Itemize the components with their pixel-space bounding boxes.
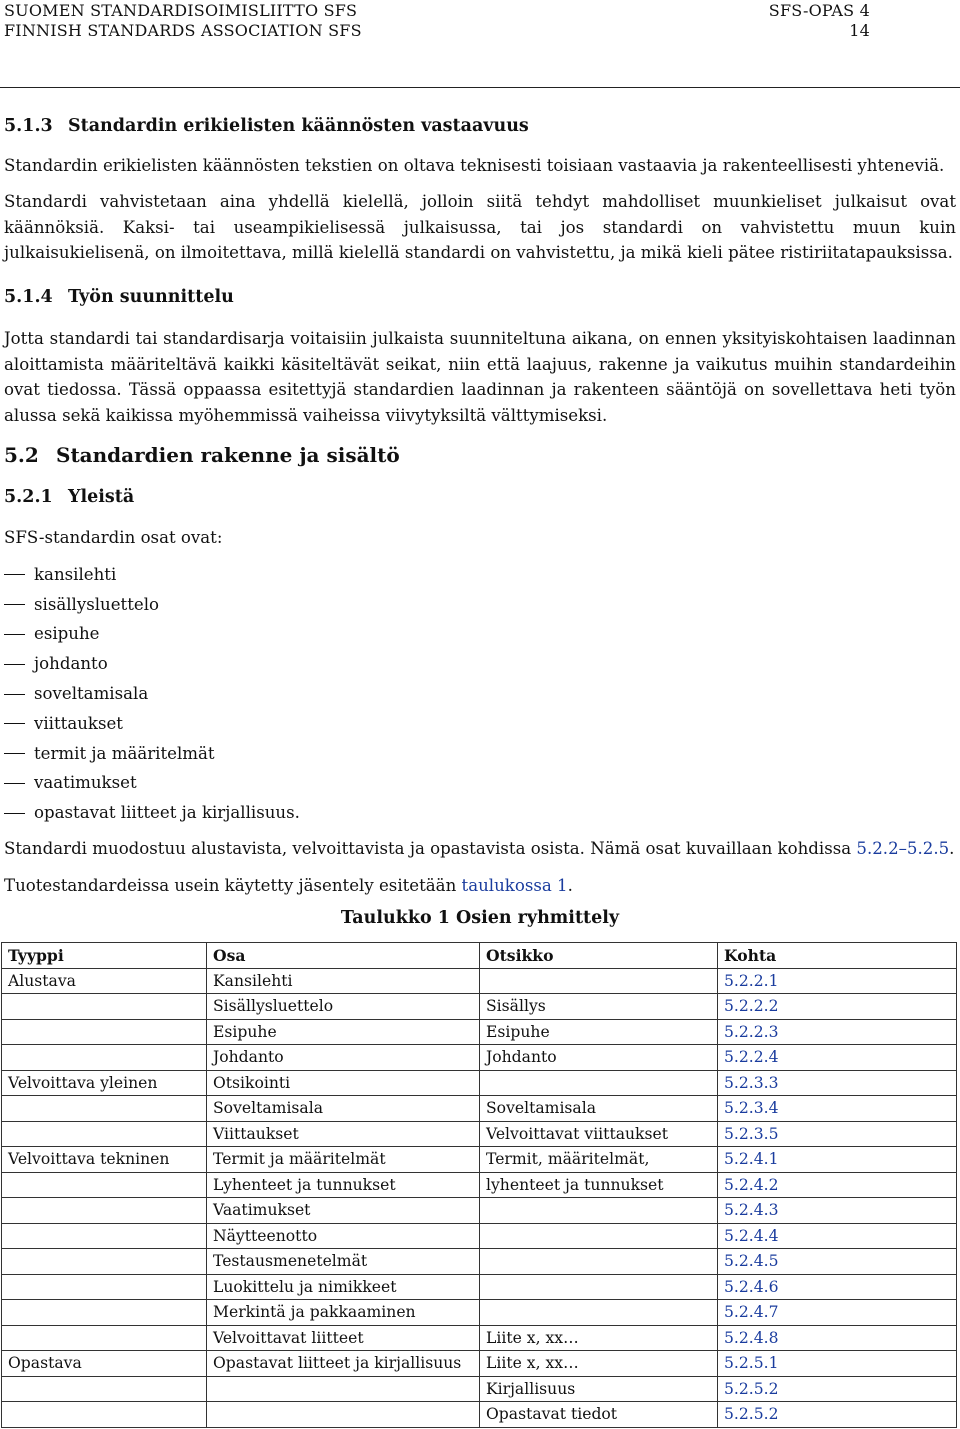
cell-type bbox=[2, 1325, 207, 1351]
cell-clause[interactable]: 5.2.3.5 bbox=[718, 1121, 957, 1147]
cell-title bbox=[480, 968, 718, 994]
cell-part bbox=[207, 1402, 480, 1428]
parts-list-item bbox=[4, 679, 300, 709]
cell-title: Liite x, xx… bbox=[480, 1325, 718, 1351]
parts-list-item bbox=[4, 798, 300, 828]
table-row bbox=[2, 1223, 957, 1249]
heading-5-1-3 bbox=[4, 115, 529, 137]
parts-list-item bbox=[4, 560, 300, 590]
cell-clause[interactable]: 5.2.2.3 bbox=[718, 1019, 957, 1045]
table-row bbox=[2, 1198, 957, 1224]
cell-type bbox=[2, 1019, 207, 1045]
table-header-row bbox=[2, 943, 957, 969]
cell-title bbox=[480, 1300, 718, 1326]
paragraph-table-reference bbox=[4, 873, 956, 899]
cell-clause[interactable]: 5.2.3.3 bbox=[718, 1070, 957, 1096]
cell-type: Opastava bbox=[2, 1351, 207, 1377]
cell-clause[interactable]: 5.2.2.4 bbox=[718, 1045, 957, 1071]
cell-title bbox=[480, 1223, 718, 1249]
dash-bullet bbox=[4, 753, 25, 754]
cell-type bbox=[2, 1045, 207, 1071]
cell-part: Viittaukset bbox=[207, 1121, 480, 1147]
parts-grouping-table bbox=[1, 942, 957, 1428]
cell-type bbox=[2, 1121, 207, 1147]
parts-intro: SFS-standardin osat ovat: bbox=[4, 528, 223, 547]
cell-clause[interactable]: 5.2.4.3 bbox=[718, 1198, 957, 1224]
cell-type bbox=[2, 1172, 207, 1198]
cell-title bbox=[480, 1274, 718, 1300]
table-row bbox=[2, 994, 957, 1020]
cell-title: Opastavat tiedot bbox=[480, 1402, 718, 1428]
heading-number: 5.1.4 bbox=[4, 287, 53, 307]
cell-type bbox=[2, 1249, 207, 1275]
heading-title: Standardin erikielisten käännösten vastaavuus bbox=[68, 116, 529, 136]
text-segment: . bbox=[567, 876, 573, 895]
heading-number: 5.1.3 bbox=[4, 116, 53, 136]
cell-clause[interactable]: 5.2.4.7 bbox=[718, 1300, 957, 1326]
dash-bullet bbox=[4, 634, 25, 635]
cell-part: Testausmenetelmät bbox=[207, 1249, 480, 1275]
cell-clause[interactable]: 5.2.4.8 bbox=[718, 1325, 957, 1351]
section-reference-link[interactable]: 5.2.2–5.2.5 bbox=[856, 839, 950, 858]
table-body bbox=[2, 968, 957, 1427]
dash-bullet bbox=[4, 813, 25, 814]
cell-clause[interactable]: 5.2.4.6 bbox=[718, 1274, 957, 1300]
table-row bbox=[2, 1070, 957, 1096]
cell-title: Liite x, xx… bbox=[480, 1351, 718, 1377]
cell-clause[interactable]: 5.2.4.4 bbox=[718, 1223, 957, 1249]
table-row bbox=[2, 1351, 957, 1377]
cell-clause[interactable]: 5.2.5.2 bbox=[718, 1376, 957, 1402]
cell-part: Sisällysluettelo bbox=[207, 994, 480, 1020]
cell-clause[interactable]: 5.2.2.2 bbox=[718, 994, 957, 1020]
heading-5-2-1 bbox=[4, 486, 134, 508]
paragraph-translations-equivalence: Standardin erikielisten käännösten tekstien on oltava teknisesti toisiaan vastaavia ja rakenteellisesti yhteneviä. bbox=[4, 156, 945, 175]
column-header-clause: Kohta bbox=[718, 943, 957, 969]
paragraph-parts-description bbox=[4, 836, 956, 862]
cell-type bbox=[2, 1223, 207, 1249]
cell-clause[interactable]: 5.2.3.4 bbox=[718, 1096, 957, 1122]
header-org-fi: SUOMEN STANDARDISOIMISLIITTO SFS bbox=[4, 1, 358, 20]
heading-5-1-4 bbox=[4, 286, 234, 308]
dash-bullet bbox=[4, 783, 25, 784]
table-row bbox=[2, 1274, 957, 1300]
heading-number: 5.2 bbox=[4, 443, 39, 467]
cell-type bbox=[2, 1300, 207, 1326]
table-row bbox=[2, 1376, 957, 1402]
cell-title: Termit, määritelmät, bbox=[480, 1147, 718, 1173]
cell-type: Velvoittava yleinen bbox=[2, 1070, 207, 1096]
cell-title: lyhenteet ja tunnukset bbox=[480, 1172, 718, 1198]
heading-5-2 bbox=[4, 443, 400, 467]
parts-list-item bbox=[4, 769, 300, 799]
list-item-text: opastavat liitteet ja kirjallisuus. bbox=[34, 803, 300, 823]
dash-bullet bbox=[4, 694, 25, 695]
cell-title: Sisällys bbox=[480, 994, 718, 1020]
cell-title bbox=[480, 1198, 718, 1224]
cell-title: Velvoittavat viittaukset bbox=[480, 1121, 718, 1147]
table-row bbox=[2, 1172, 957, 1198]
heading-title: Työn suunnittelu bbox=[68, 287, 234, 307]
cell-title bbox=[480, 1249, 718, 1275]
table-caption: Taulukko 1 Osien ryhmittely bbox=[340, 908, 620, 928]
cell-type bbox=[2, 994, 207, 1020]
table-row bbox=[2, 968, 957, 994]
cell-clause[interactable]: 5.2.4.5 bbox=[718, 1249, 957, 1275]
table-row bbox=[2, 1325, 957, 1351]
cell-type bbox=[2, 1198, 207, 1224]
cell-title: Esipuhe bbox=[480, 1019, 718, 1045]
cell-part: Otsikointi bbox=[207, 1070, 480, 1096]
cell-part: Opastavat liitteet ja kirjallisuus bbox=[207, 1351, 480, 1377]
column-header-part: Osa bbox=[207, 943, 480, 969]
paragraph-language-validation: Standardi vahvistetaan aina yhdellä kielellä, jolloin siitä tehdyt mahdolliset muunkieliset julkaisut ovat käännöksiä. Kaksi- tai useampikielisessä julkaisussa, tai jos standardi on vahvistettu muun kuin julkaisukielisenä, on ilmoitettava, millä kielellä standardi on vahvistettu, ja mikä kieli pätee ristiriitatapauksissa. bbox=[4, 192, 956, 262]
list-item-text: termit ja määritelmät bbox=[34, 743, 215, 763]
dash-bullet bbox=[4, 723, 25, 724]
header-org-en: FINNISH STANDARDS ASSOCIATION SFS bbox=[4, 21, 362, 40]
cell-part: Soveltamisala bbox=[207, 1096, 480, 1122]
heading-title: Yleistä bbox=[68, 487, 135, 507]
column-header-type: Tyyppi bbox=[2, 943, 207, 969]
text-segment: Standardi muodostuu alustavista, velvoittavista ja opastavista osista. Nämä osat kuvaillaan kohdissa bbox=[4, 839, 857, 858]
cell-part: Esipuhe bbox=[207, 1019, 480, 1045]
cell-clause[interactable]: 5.2.2.1 bbox=[718, 968, 957, 994]
cell-title: Johdanto bbox=[480, 1045, 718, 1071]
cell-clause[interactable]: 5.2.4.1 bbox=[718, 1147, 957, 1173]
list-item-text: esipuhe bbox=[34, 624, 100, 644]
cell-part: Merkintä ja pakkaaminen bbox=[207, 1300, 480, 1326]
cell-part: Luokittelu ja nimikkeet bbox=[207, 1274, 480, 1300]
cell-type: Velvoittava tekninen bbox=[2, 1147, 207, 1173]
parts-list-item bbox=[4, 709, 300, 739]
table-row bbox=[2, 1402, 957, 1428]
cell-type bbox=[2, 1274, 207, 1300]
list-item-text: vaatimukset bbox=[34, 773, 137, 793]
cell-title: Kirjallisuus bbox=[480, 1376, 718, 1402]
dash-bullet bbox=[4, 574, 25, 575]
cell-part: Kansilehti bbox=[207, 968, 480, 994]
column-header-title: Otsikko bbox=[480, 943, 718, 969]
list-item-text: soveltamisala bbox=[34, 684, 149, 704]
cell-part: Vaatimukset bbox=[207, 1198, 480, 1224]
parts-list-item bbox=[4, 590, 300, 620]
parts-list-item bbox=[4, 739, 300, 769]
list-item-text: sisällysluettelo bbox=[34, 594, 160, 614]
table-reference-link[interactable]: taulukossa 1 bbox=[461, 876, 568, 895]
table-row bbox=[2, 1249, 957, 1275]
dash-bullet bbox=[4, 604, 25, 605]
header-divider bbox=[0, 87, 960, 88]
cell-type bbox=[2, 1376, 207, 1402]
cell-title: Soveltamisala bbox=[480, 1096, 718, 1122]
cell-type: Alustava bbox=[2, 968, 207, 994]
parts-list-item bbox=[4, 649, 300, 679]
cell-type bbox=[2, 1402, 207, 1428]
dash-bullet bbox=[4, 664, 25, 665]
list-item-text: kansilehti bbox=[34, 564, 117, 584]
cell-clause[interactable]: 5.2.5.2 bbox=[718, 1402, 957, 1428]
cell-part: Näytteenotto bbox=[207, 1223, 480, 1249]
table-row bbox=[2, 1019, 957, 1045]
table-row bbox=[2, 1147, 957, 1173]
cell-type bbox=[2, 1096, 207, 1122]
paragraph-work-planning: Jotta standardi tai standardisarja voitaisiin julkaista suunniteltuna aikana, on ennen yksityiskohtaisen laadinnan aloittamista määriteltävä kaikki käsiteltävät seikat, niin että laajuus, rakenne ja vaikutus muihin standardeihin ovat tiedossa. Tässä oppaassa esitettyjä standardien laadinnan ja rakenteen sääntöjä on sovellettava heti työn alussa sekä kaikissa myöhemmissä vaiheissa viivytyksiltä välttymiseksi. bbox=[4, 329, 956, 425]
cell-clause[interactable]: 5.2.5.1 bbox=[718, 1351, 957, 1377]
cell-part: Johdanto bbox=[207, 1045, 480, 1071]
page-header bbox=[4, 1, 870, 41]
parts-list-item bbox=[4, 620, 300, 650]
cell-part: Termit ja määritelmät bbox=[207, 1147, 480, 1173]
parts-list bbox=[4, 560, 300, 828]
cell-part: Lyhenteet ja tunnukset bbox=[207, 1172, 480, 1198]
cell-part: Velvoittavat liitteet bbox=[207, 1325, 480, 1351]
header-doc-id: SFS-OPAS 4 bbox=[768, 1, 870, 20]
list-item-text: johdanto bbox=[34, 654, 108, 674]
text-segment: Tuotestandardeissa usein käytetty jäsentely esitetään bbox=[4, 876, 462, 895]
heading-number: 5.2.1 bbox=[4, 487, 53, 507]
heading-title: Standardien rakenne ja sisältö bbox=[56, 443, 400, 467]
cell-title bbox=[480, 1070, 718, 1096]
table-row bbox=[2, 1096, 957, 1122]
table-row bbox=[2, 1045, 957, 1071]
cell-clause[interactable]: 5.2.4.2 bbox=[718, 1172, 957, 1198]
header-page-number: 14 bbox=[849, 21, 870, 40]
text-segment: . bbox=[949, 839, 955, 858]
table-row bbox=[2, 1300, 957, 1326]
cell-part bbox=[207, 1376, 480, 1402]
list-item-text: viittaukset bbox=[34, 713, 123, 733]
table-row bbox=[2, 1121, 957, 1147]
